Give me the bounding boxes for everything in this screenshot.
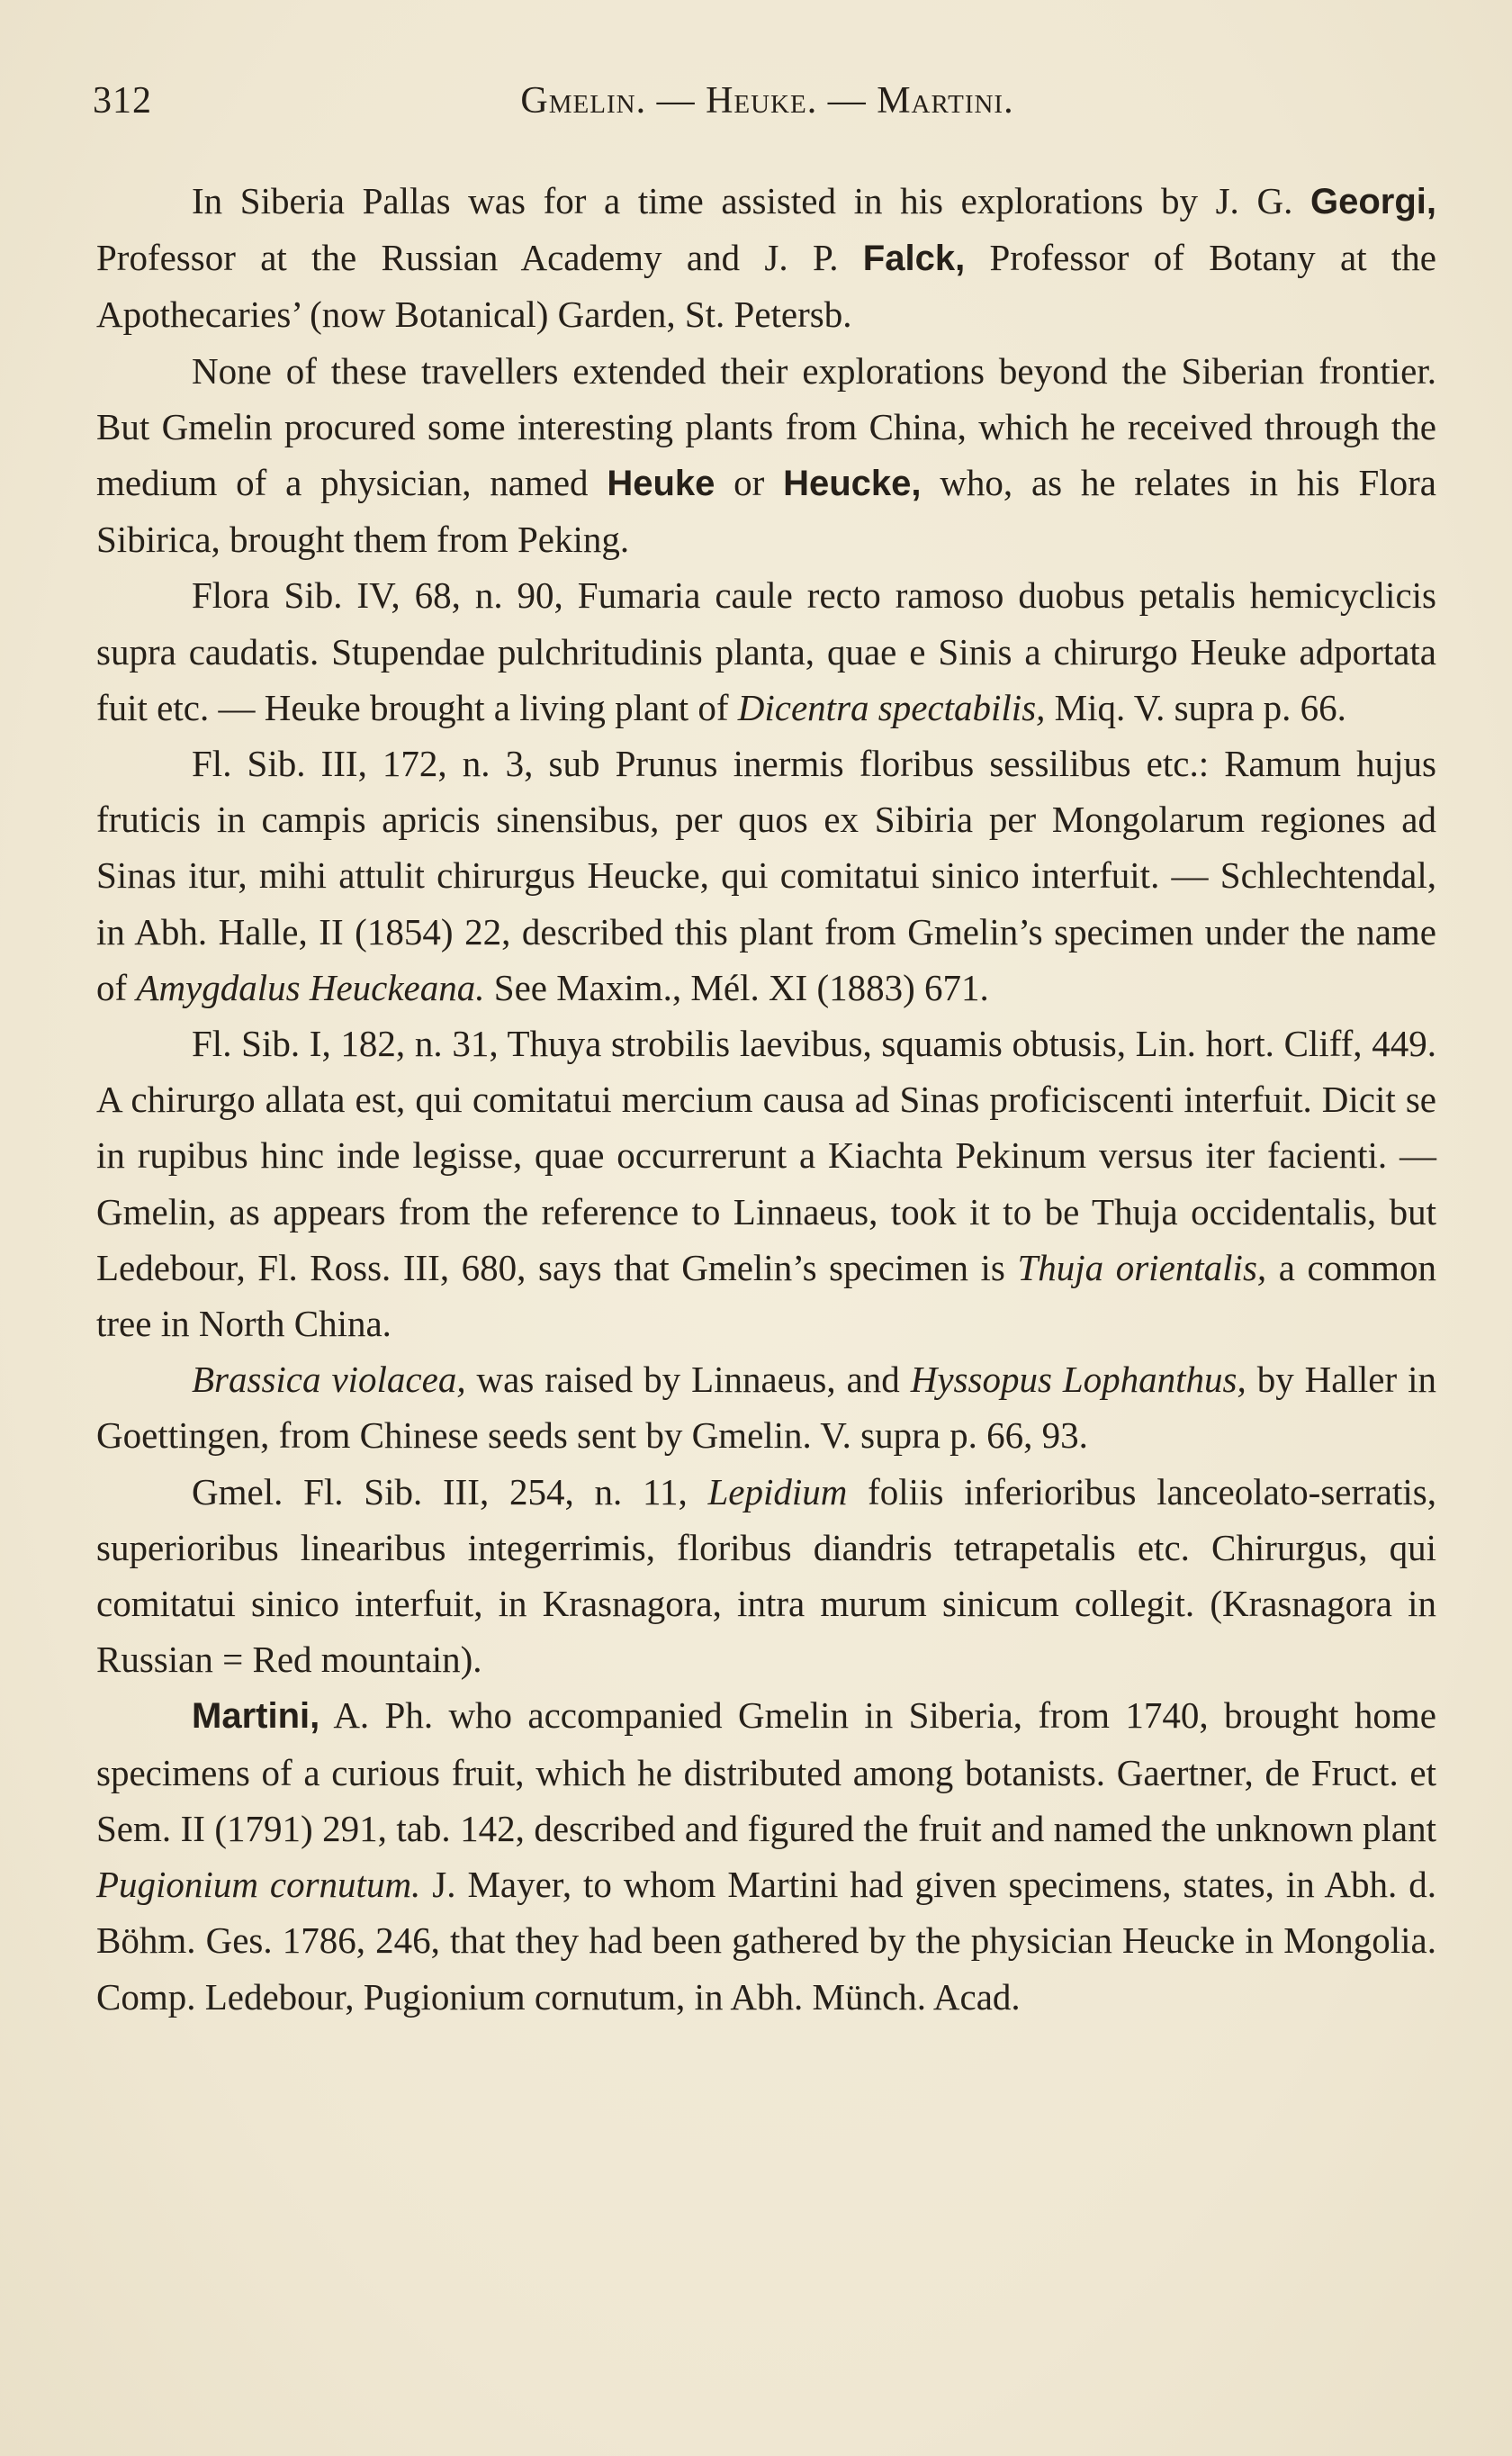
species-hyssopus: Hyssopus Lophanthus, [910, 1359, 1246, 1401]
paragraph-georgi-falck: In Siberia Pallas was for a time assisted in his explorations by J. G. Georgi, Professor at the Russian Academy and J. P. Falck, Professor of Botany at the Apothecaries’ (now Botanical) Garden, St. Petersb. [96, 180, 1436, 336]
paragraph-brassica: Brassica violacea, was raised by Linnaeus, and Hyssopus Lophanthus, by Haller in Goettingen, from Chinese seeds sent by Gmelin. V. supra p. 66, 93. [96, 1359, 1436, 1457]
paragraph-martini: Martini, A. Ph. who accompanied Gmelin in Siberia, from 1740, brought home specimens of a curious fruit, which he distributed among botanists. Gaertner, de Fruct. et Sem. II (1791) 291, tab. 142, described and figured the fruit and named the unknown plant Pugionium cornutum. J. Mayer, to whom Martini had given specimens, states, in Abh. d. Böhm. Ges. 1786, 246, that they had been gathered by the physician Heucke in Mongolia. Comp. Ledebour, Pugionium cornutum, in Abh. Münch. Acad. [96, 1694, 1436, 2018]
name-falck: Falck, [862, 239, 966, 279]
paragraph-prunus: Fl. Sib. III, 172, n. 3, sub Prunus inermis floribus sessilibus etc.: Ramum hujus fruticis in campis apricis sinensibus, per quos ex Sibiria per Mongolarum regiones ad Sinas itur, mihi attulit chirurgus Heucke, qui comitatui sinico interfuit. — Schlechtendal, in Abh. Halle, II (1854) 22, described this plant from Gmelin’s specimen under the name of Amygdalus Heuckeana. See Maxim., Mél. XI (1883) 671. [96, 743, 1436, 1008]
body-text [96, 173, 1436, 2025]
species-amygdalus: Amygdalus Heuckeana. [136, 966, 485, 1008]
species-brassica: Brassica violacea, [192, 1359, 466, 1401]
paragraph-fumaria: Flora Sib. IV, 68, n. 90, Fumaria caule recto ramoso duobus petalis hemicyclicis supra caudatis. Stupendae pulchritudinis planta, quae e Sinis a chirurgo Heuke adportata fuit etc. — Heuke brought a living plant of Dicentra spectabilis, Miq. V. supra p. 66. [96, 574, 1436, 728]
species-lepidium: Lepidium [707, 1470, 848, 1512]
name-heuke: Heuke [607, 464, 716, 504]
name-georgi: Georgi, [1310, 182, 1436, 221]
species-pugionium: Pugionium cornutum. [96, 1864, 421, 1906]
paragraph-heuke: None of these travellers extended their explorations beyond the Siberian frontier. But Gmelin procured some interesting plants from China, which he received through the medium of a physician, named Heuke or Heucke, who, as he relates in his Flora Sibirica, brought them from Peking. [96, 349, 1436, 561]
page-header [93, 79, 1442, 133]
running-head: Gmelin. — Heuke. — Martini. [520, 80, 1014, 122]
page-number: 312 [93, 80, 152, 122]
species-dicentra: Dicentra spectabilis, [737, 686, 1046, 728]
paragraph-lepidium: Gmel. Fl. Sib. III, 254, n. 11, Lepidium foliis inferioribus lanceolato-serratis, superioribus linearibus integerrimis, floribus diandris tetrapetalis etc. Chirurgus, qui comitatui sinico interfuit, in Krasnagora, intra murum sinicum collegit. (Krasnagora in Russian = Red mountain). [96, 1470, 1436, 1681]
name-martini: Martini, [192, 1696, 320, 1737]
paragraph-thuya: Fl. Sib. I, 182, n. 31, Thuya strobilis laevibus, squamis obtusis, Lin. hort. Cliff, 449. A chirurgo allata est, qui comitatui mercium causa ad Sinas proficiscenti interfuit. Dicit se in rupibus hinc inde legisse, quae occurrerunt a Kiachta Pekinum versus iter facienti. — Gmelin, as appears from the reference to Linnaeus, took it to be Thuja occidentalis, but Ledebour, Fl. Ross. III, 680, says that Gmelin’s specimen is Thuja orientalis, a common tree in North China. [96, 1023, 1436, 1345]
species-thuja: Thuja orientalis, [1017, 1246, 1267, 1288]
name-heucke: Heucke, [783, 464, 922, 504]
